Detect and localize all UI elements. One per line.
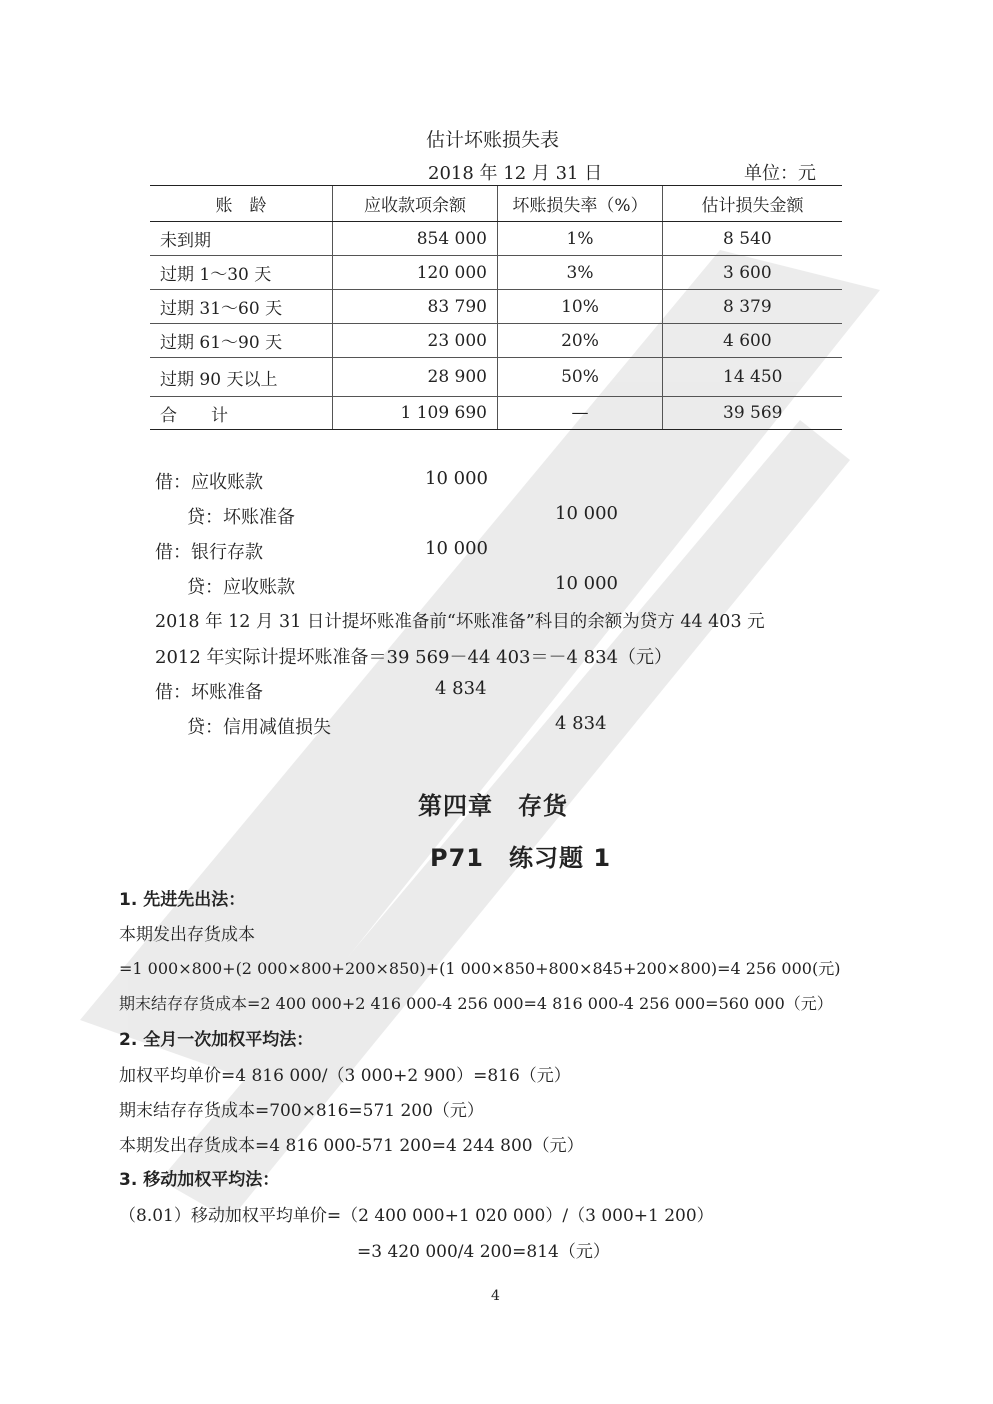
entry-label: 借：坏账准备 <box>155 682 263 703</box>
table-row <box>150 222 842 256</box>
actual-line: 2012 年实际计提坏账准备＝39 569－44 403＝－4 834（元） <box>155 647 673 668</box>
table-cell: 1% <box>498 222 663 256</box>
table-cell: 过期 1～30 天 <box>150 256 333 290</box>
table-cell: 4 600 <box>663 324 843 358</box>
entry-label: 贷：信用减值损失 <box>187 717 331 738</box>
entry-label: 贷：应收账款 <box>187 577 295 598</box>
body-line: =1 000×800+(2 000×800+200×850)+(1 000×850+800×845+200×800)=4 256 000(元) <box>119 959 841 978</box>
table-cell: 10% <box>498 290 663 324</box>
table-cell: 23 000 <box>333 324 498 358</box>
table-cell: 28 900 <box>333 358 498 397</box>
section-heading: 3. 移动加权平均法： <box>119 1170 280 1190</box>
table-date: 2018 年 12 月 31 日 <box>428 163 603 184</box>
entry-credit: 10 000 <box>555 573 618 594</box>
table-cell: 未到期 <box>150 222 333 256</box>
page-number: 4 <box>491 1288 500 1304</box>
table-header-cell: 账 龄 <box>150 186 333 222</box>
table-cell: 120 000 <box>333 256 498 290</box>
body-line: 期末结存存货成本=2 400 000+2 416 000-4 256 000=4 816 000-4 256 000=560 000（元） <box>119 994 833 1013</box>
table-cell: 20% <box>498 324 663 358</box>
balance-line: 2018 年 12 月 31 日计提坏账准备前“坏账准备”科目的余额为贷方 44 403 元 <box>155 612 765 632</box>
chapter-title: 第四章 存货 <box>418 792 568 820</box>
table-cell: 14 450 <box>663 358 843 397</box>
table-title: 估计坏账损失表 <box>426 129 560 151</box>
table-header-row <box>150 186 842 222</box>
table-cell: 83 790 <box>333 290 498 324</box>
body-line: 期末结存存货成本=700×816=571 200（元） <box>119 1101 484 1121</box>
table-cell: 8 540 <box>663 222 843 256</box>
entry-label: 贷：坏账准备 <box>187 507 295 528</box>
section-heading: 1. 先进先出法： <box>119 890 246 910</box>
table-row <box>150 324 842 358</box>
table-cell: 50% <box>498 358 663 397</box>
table-cell: 1 109 690 <box>333 397 498 430</box>
body-line: 本期发出存货成本=4 816 000-571 200=4 244 800（元） <box>119 1136 584 1156</box>
body-line: 加权平均单价=4 816 000/（3 000+2 900）=816（元） <box>119 1066 571 1086</box>
table-row <box>150 358 842 397</box>
table-cell: 过期 61～90 天 <box>150 324 333 358</box>
table-cell: 过期 90 天以上 <box>150 358 333 397</box>
section-heading: 2. 全月一次加权平均法： <box>119 1030 314 1050</box>
bad-debt-table <box>150 185 842 430</box>
table-cell: 3 600 <box>663 256 843 290</box>
entry-credit: 4 834 <box>555 713 607 734</box>
table-header-cell: 坏账损失率（%） <box>498 186 663 222</box>
table-cell: 过期 31～60 天 <box>150 290 333 324</box>
body-line: 本期发出存货成本 <box>119 925 255 945</box>
table-cell: — <box>498 397 663 430</box>
table-cell: 39 569 <box>663 397 843 430</box>
table-total-row <box>150 397 842 430</box>
table-unit: 单位：元 <box>744 163 816 184</box>
entry-debit: 4 834 <box>435 678 487 699</box>
table-cell: 3% <box>498 256 663 290</box>
body-line: =3 420 000/4 200=814（元） <box>357 1242 610 1262</box>
table-row <box>150 256 842 290</box>
body-line: （8.01）移动加权平均单价=（2 400 000+1 020 000）/（3 000+1 200） <box>119 1206 714 1226</box>
table-header-cell: 应收款项余额 <box>333 186 498 222</box>
entry-debit: 10 000 <box>425 538 488 559</box>
entry-credit: 10 000 <box>555 503 618 524</box>
entry-label: 借：应收账款 <box>155 472 263 493</box>
table-cell: 854 000 <box>333 222 498 256</box>
table-cell: 合 计 <box>150 397 333 430</box>
table-row <box>150 290 842 324</box>
table-header-cell: 估计损失金额 <box>663 186 843 222</box>
table-cell: 8 379 <box>663 290 843 324</box>
entry-label: 借：银行存款 <box>155 542 263 563</box>
entry-debit: 10 000 <box>425 468 488 489</box>
exercise-title: P71 练习题 1 <box>430 844 612 872</box>
